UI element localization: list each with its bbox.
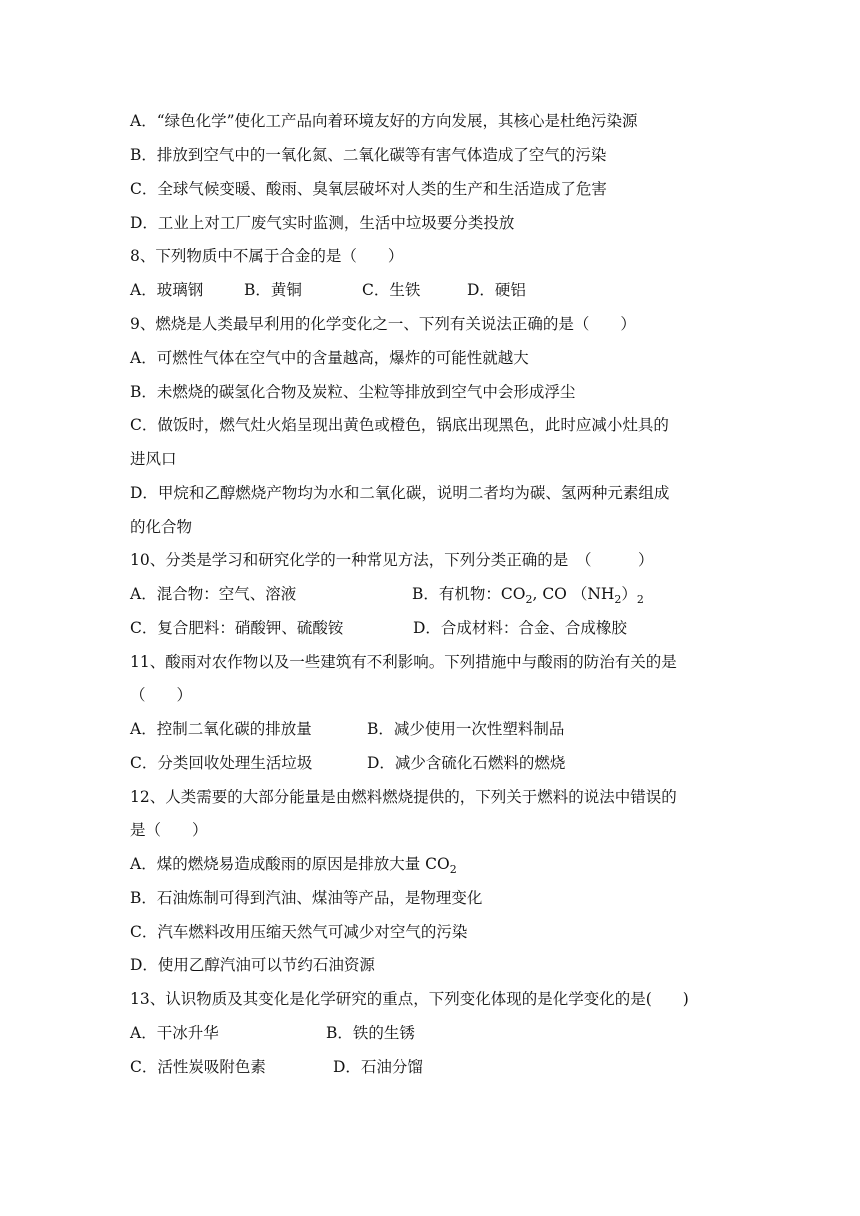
q7-option-c: C．全球气候变暖、酸雨、臭氧层破坏对人类的生产和生活造成了危害	[130, 180, 607, 198]
q10-stem: 10、分类是学习和研究化学的一种常见方法，下列分类正确的是 （ ）	[130, 551, 654, 569]
q10-option-b: B．有机物：$CO_2$, CO $(NH_2)_2$	[412, 585, 644, 606]
q12-option-d: D．使用乙醇汽油可以节约石油资源	[130, 956, 375, 974]
q12-stem: 12、人类需要的大部分能量是由燃料燃烧提供的，下列关于燃料的说法中错误的	[130, 788, 677, 806]
q11-stem-cont: （ ）	[130, 686, 193, 704]
q11-stem: 11、酸雨对农作物以及一些建筑有不利影响。下列措施中与酸雨的防治有关的是	[130, 653, 677, 671]
q7-option-d: D．工业上对工厂废气实时监测，生活中垃圾要分类投放	[130, 214, 515, 232]
q11-option-d: D．减少含硫化石燃料的燃烧	[367, 754, 566, 772]
q11-option-b: B．减少使用一次性塑料制品	[367, 720, 565, 738]
q8-option-a: A．玻璃钢	[130, 281, 204, 299]
q10-option-a: A．混合物：空气、溶液	[130, 585, 297, 603]
q9-option-a: A．可燃性气体在空气中的含量越高，爆炸的可能性就越大	[130, 349, 529, 367]
q13-option-a: A．干冰升华	[130, 1024, 219, 1042]
q8-option-b: B．黄铜	[244, 281, 302, 299]
q8-options	[130, 275, 740, 305]
q8-option-d: D．硬铝	[467, 281, 526, 299]
q13-option-c: C．活性炭吸附色素	[130, 1058, 266, 1076]
q11-option-a: A．控制二氧化碳的排放量	[130, 720, 312, 738]
q12-option-a: A．煤的燃烧易造成酸雨的原因是排放大量 $CO_2$	[130, 855, 457, 876]
q10-options-ab	[130, 579, 740, 609]
q13-option-b: B．铁的生锈	[326, 1024, 415, 1042]
q11-options-ab	[130, 714, 740, 744]
q13-options-cd	[130, 1052, 740, 1082]
q11-options-cd	[130, 748, 740, 778]
q12-option-c: C．汽车燃料改用压缩天然气可减少对空气的污染	[130, 923, 468, 941]
q13-stem: 13、认识物质及其变化是化学研究的重点，下列变化体现的是化学变化的是( )	[130, 990, 689, 1008]
q8-option-c: C．生铁	[362, 281, 421, 299]
q8-stem: 8、下列物质中不属于合金的是（ ）	[130, 247, 404, 265]
q7-option-a: A．“绿色化学”使化工产品向着环境友好的方向发展，其核心是杜绝污染源	[130, 112, 638, 130]
q9-option-b: B．未燃烧的碳氢化合物及炭粒、尘粒等排放到空气中会形成浮尘	[130, 383, 576, 401]
q11-option-c: C．分类回收处理生活垃圾	[130, 754, 313, 772]
q13-options-ab	[130, 1018, 740, 1048]
q10-option-d: D．合成材料：合金、合成橡胶	[413, 619, 627, 637]
q10-options-cd	[130, 613, 740, 643]
q13-option-d: D．石油分馏	[333, 1058, 423, 1076]
q9-option-c: C．做饭时，燃气灶火焰呈现出黄色或橙色，锅底出现黑色，此时应减小灶具的	[130, 416, 669, 434]
q9-option-d: D．甲烷和乙醇燃烧产物均为水和二氧化碳，说明二者均为碳、氢两种元素组成	[130, 484, 670, 502]
q12-option-b: B．石油炼制可得到汽油、煤油等产品，是物理变化	[130, 889, 483, 907]
q10-option-c: C．复合肥料：硝酸钾、硫酸铵	[130, 619, 344, 637]
q9-stem: 9、燃烧是人类最早利用的化学变化之一、下列有关说法正确的是（ ）	[130, 315, 636, 333]
q7-option-b: B．排放到空气中的一氧化氮、二氧化碳等有害气体造成了空气的污染	[130, 146, 607, 164]
q9-option-d-cont: 的化合物	[130, 518, 193, 536]
q9-option-c-cont: 进风口	[130, 450, 177, 468]
q12-stem-cont: 是（ ）	[130, 821, 208, 839]
